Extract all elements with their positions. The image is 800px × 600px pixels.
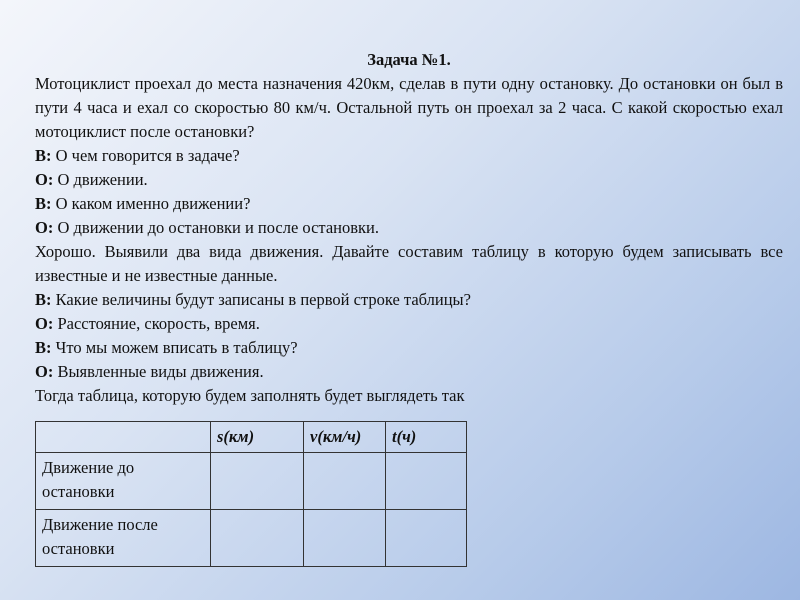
dialog-line: В: О каком именно движении? xyxy=(35,194,251,213)
row-label: Движение до остановки xyxy=(36,453,211,510)
table-cell xyxy=(304,453,386,510)
dialog-line: В: О чем говорится в задаче? xyxy=(35,146,240,165)
table-cell xyxy=(304,510,386,567)
dialog-line: В: Какие величины будут записаны в первой строке таблицы? xyxy=(35,290,471,309)
header-cell: v(км/ч) xyxy=(304,422,386,453)
table-cell xyxy=(211,510,304,567)
dialog-line: О: Выявленные виды движения. xyxy=(35,362,264,381)
paragraph: Хорошо. Выявили два вида движения. Давайте составим таблицу в которую будем записывать все известные и не известные данные. xyxy=(35,242,783,285)
slide-text xyxy=(35,48,783,408)
table-row xyxy=(36,510,467,567)
task-title: Задача №1. xyxy=(367,50,451,69)
header-cell xyxy=(36,422,211,453)
table-header-row xyxy=(36,422,467,453)
header-cell: s(км) xyxy=(211,422,304,453)
row-label: Движение после остановки xyxy=(36,510,211,567)
table-row xyxy=(36,453,467,510)
header-cell: t(ч) xyxy=(386,422,467,453)
dialog-line: О: Расстояние, скорость, время. xyxy=(35,314,260,333)
table-cell xyxy=(386,453,467,510)
dialog-line: О: О движении до остановки и после остановки. xyxy=(35,218,379,237)
table-cell xyxy=(211,453,304,510)
dialog-line: О: О движении. xyxy=(35,170,148,189)
closing-line: Тогда таблица, которую будем заполнять будет выглядеть так xyxy=(35,386,465,405)
motion-table xyxy=(35,421,467,567)
dialog-line: В: Что мы можем вписать в таблицу? xyxy=(35,338,298,357)
table-cell xyxy=(386,510,467,567)
problem-statement: Мотоциклист проехал до места назначения 420км, сделав в пути одну остановку. До остановки он был в пути 4 часа и ехал со скоростью 80 км/ч. Остальной путь он проехал за 2 часа. С какой скоростью ехал мотоциклист после остановки? xyxy=(35,74,783,141)
